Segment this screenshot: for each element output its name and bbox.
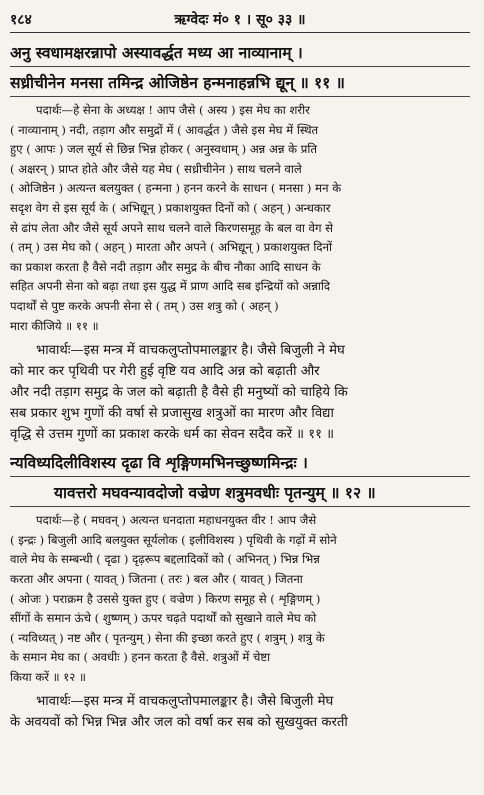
padartha-12-line: ( ओजः ) पराक्रम है उससे युक्त हुए ( वज्रेण ) किरण समूह से ( शृङ्गिणम् ) — [10, 591, 321, 606]
padartha-11 — [10, 101, 470, 336]
bhavartha-11-line: भावार्थः—इस मन्त्र में वाचकलुप्तोपमालङ्कार है। जैसे बिजुली ने मेघ — [36, 343, 345, 359]
bhavartha-11-line: को मार कर पृथिवी पर गेरी हुई वृष्टि यव आदि अन्न को बढ़ाती और — [10, 364, 320, 380]
padartha-11-line: सहित अपनी सेना को बढ़ा तथा इस युद्ध में प्राण आदि सब इन्द्रियों को अन्नादि — [10, 279, 331, 294]
padartha-11-line: पदार्थः—हे सेना के अध्यक्ष ! आप जैसे ( अस्य ) इस मेघ का शरीर — [36, 103, 310, 117]
page-number: १८४ — [10, 11, 32, 28]
bhavartha-11-line: वृद्धि से उत्तम गुणों का प्रकाश करके धर्म का सेवन सदैव करें ॥ ११ ॥ — [10, 427, 335, 443]
bhavartha-12-line: के अवयवों को भिन्न भिन्न और जल को वर्षा कर सब को सुखयुक्त करती — [10, 715, 348, 731]
mantra-12-line-2: यावत्तरो मघवन्यावदोजो वज्रेण शत्रुमवधीः पृतन्युम् ॥ १२ ॥ — [10, 479, 470, 507]
padartha-11-line: का प्रकाश करता है वैसे नदी तड़ाग और समुद्र के बीच नौका आदि साधन के — [10, 259, 321, 274]
padartha-12 — [10, 511, 470, 687]
padartha-12-line: पदार्थः—हे ( मघवन् ) अत्यन्त धनदाता महाधनयुक्त वीर ! आप जैसे — [36, 513, 317, 528]
bhavartha-11 — [10, 340, 470, 445]
running-title: ऋग्वेदः मं० १ । सू० ३३ ॥ — [174, 11, 306, 28]
padartha-12-line: सींगों के समान ऊंचे ( शुष्णम् ) ऊपर चढ़ते पदार्थों को सुखाने वाले मेघ को — [10, 611, 317, 626]
padartha-11-line: ( ओजिष्ठेन ) अत्यन्त बलयुक्त ( हन्मना ) हनन करने के साधन ( मनसा ) मन के — [10, 181, 342, 196]
padartha-12-line: ( न्यविध्यत् ) नष्ट और ( पृतन्युम् ) सेना की इच्छा करते हुए ( शत्रुम् ) शत्रु के — [10, 630, 325, 645]
bhavartha-12 — [10, 691, 470, 733]
padartha-11-line: ( तम् ) उस मेघ को ( अहन् ) मारता और अपने ( अभिद्यून् ) प्रकाशयुक्त दिनों — [10, 240, 333, 255]
padartha-12-line: वाले मेघ के सम्बन्धी ( दृढा ) दृढ़रूप बद्दलादिकों को ( अभिनत् ) भिन्न भिन्न — [10, 552, 320, 567]
padartha-12-line: किया करें ॥ १२ ॥ — [10, 669, 86, 684]
bhavartha-11-line: सब प्रकार शुभ गुणों की वर्षा से प्रजासुख शत्रुओं का मारण और विद्या — [10, 406, 334, 422]
padartha-11-line: सदृश वेग से इस सूर्य के ( अभिद्यून् ) प्रकाशयुक्त दिनों को ( अहन् ) अन्धकार — [10, 200, 331, 215]
padartha-11-line: ( नाव्यानाम् ) नदी, तड़ाग और समुद्रों में ( आवर्द्धत ) जैसे इस मेघ में स्थित — [10, 122, 319, 137]
padartha-12-line: ( इन्द्रः ) बिजुली आदि बलयुक्त सूर्यलोक ( इलीविशस्य ) पृथिवी के गढ़ों में सोने — [10, 532, 337, 547]
padartha-11-line: से ढांप लेता और जैसे सूर्य अपने साथ चलने वाले किरणसमूह के बल वा वेग से — [10, 220, 334, 235]
padartha-11-line: मारा कीजिये ॥ ११ ॥ — [10, 318, 99, 333]
mantra-11-line-2: सध्रीचीनेन मनसा तमिन्द्र ओजिष्ठेन हन्मनाहन्नभि द्यून् ॥ ११ ॥ — [10, 69, 470, 97]
page-header — [10, 6, 470, 33]
padartha-11-line: हुए ( आपः ) जल सूर्य से छिन्न भिन्न होकर ( अनुस्वधाम् ) अन्न अन्न के प्रति — [10, 142, 317, 157]
bhavartha-11-line: और नदी तड़ाग समुद्र के जल को बढ़ाती है वैसे ही मनुष्यों को चाहिये कि — [10, 385, 348, 401]
mantra-11-line-1: अनु स्वधामक्षरन्नापो अस्यावर्द्धत मध्य आ नाव्यानाम् । — [10, 39, 470, 67]
mantra-12-line-1: न्यविध्यदिलीविशस्य दृढा वि शृङ्गिणमभिनच्छुष्णमिन्द्रः । — [10, 449, 470, 477]
bhavartha-12-line: भावार्थः—इस मन्त्र में वाचकलुप्तोपमालङ्कार है। जैसे बिजुली मेघ — [36, 694, 334, 710]
padartha-11-line: पदार्थों से पुष्ट करके अपनी सेना से ( तम् ) उस शत्रु को ( अहन् ) — [10, 298, 279, 313]
padartha-12-line: करता और अपना ( यावत् ) जितना ( तरः ) बल और ( यावत् ) जितना — [10, 571, 303, 586]
padartha-12-line: के समान मेघ का ( अवधीः ) हनन करता है वैसे. शत्रुओं में चेष्टा — [10, 650, 271, 665]
padartha-11-line: ( अक्षरन् ) प्राप्त होते और जैसे यह मेघ ( सध्रीचीनेन ) साथ चलने वाले — [10, 161, 302, 176]
